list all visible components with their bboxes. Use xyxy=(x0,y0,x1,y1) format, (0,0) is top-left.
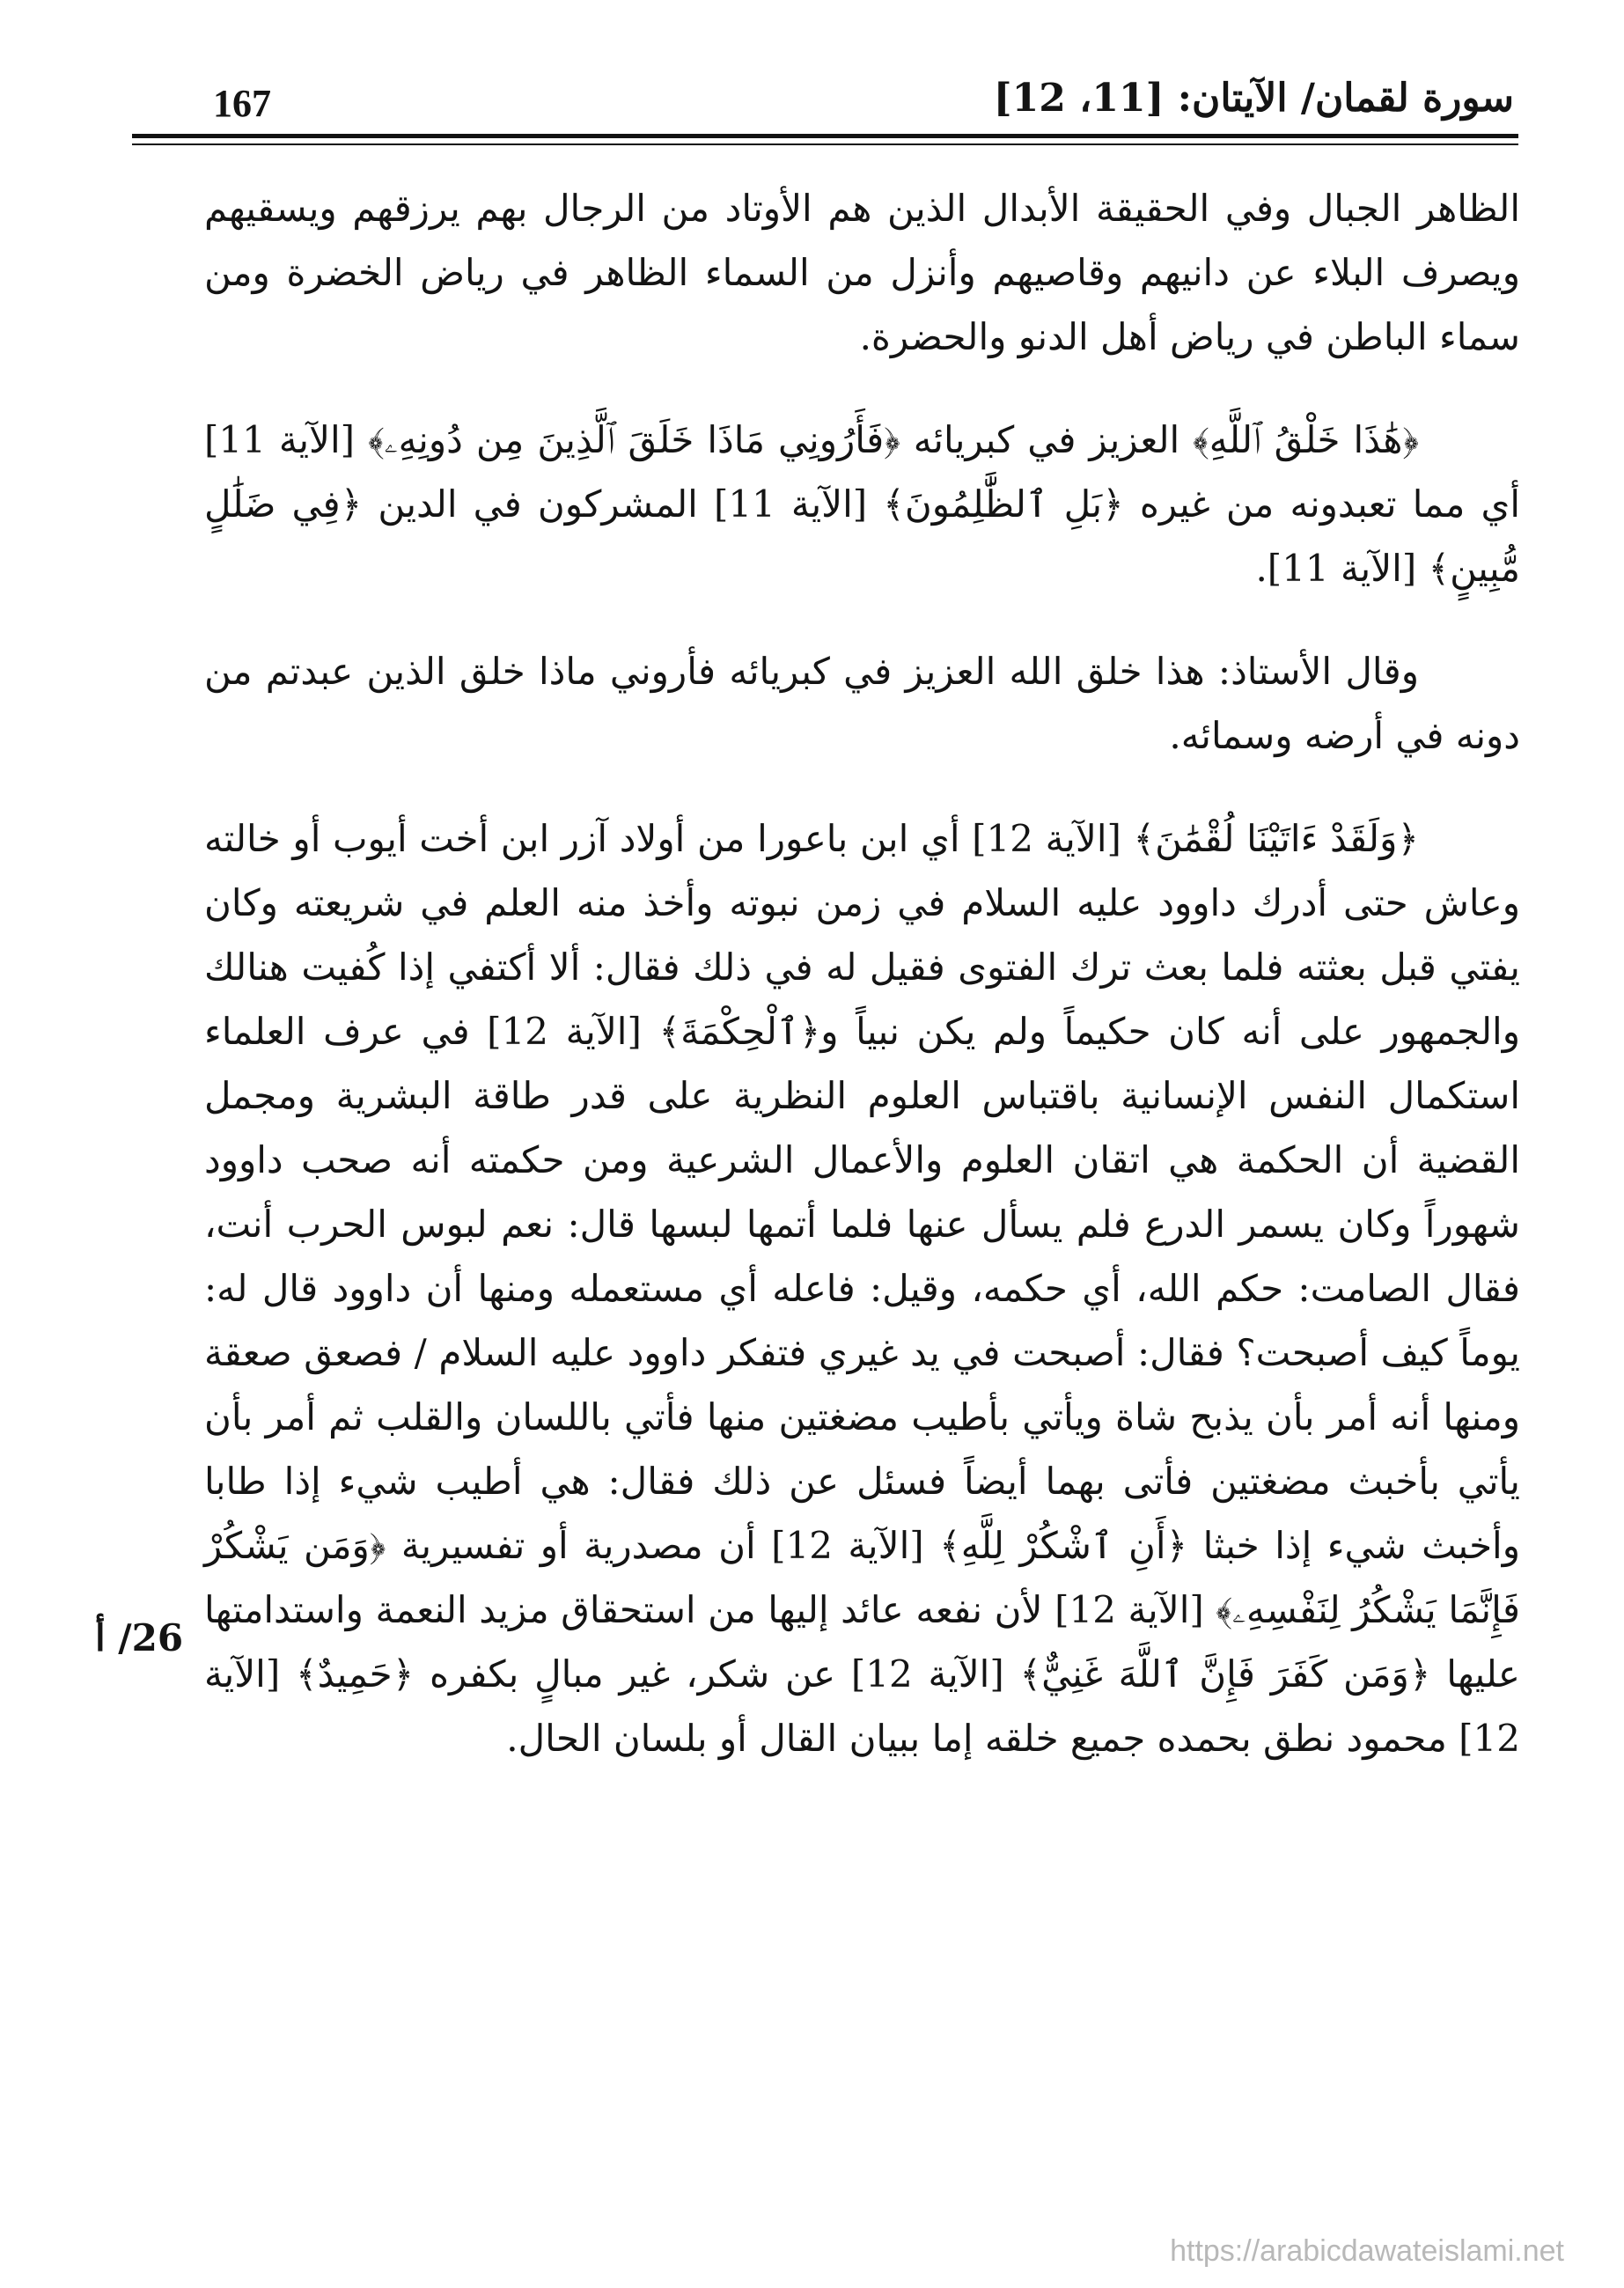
watermark-url: https://arabicdawateislami.net xyxy=(1170,2234,1564,2268)
page-header xyxy=(204,76,1514,130)
header-rule-thick xyxy=(132,134,1518,138)
body-text xyxy=(204,176,1520,1770)
manuscript-folio-note: 26/ أ xyxy=(95,1616,184,1659)
paragraph-1: الظاهر الجبال وفي الحقيقة الأبدال الذين هم الأوتاد من الرجال بهم يرزقهم ويسقيهم ويصرف البلاء عن دانيهم وقاصيهم وأنزل من السماء الظاهر في رياض الخضرة ومن سماء الباطن في رياض أهل الدنو والحضرة. xyxy=(204,187,1520,358)
running-title: سورة لقمان/ الآيتان: [11، 12] xyxy=(993,76,1514,121)
paragraph-4: ﴿وَلَقَدْ ءَاتَيْنَا لُقْمَٰنَ﴾ [الآية 12] أي ابن باعورا من أولاد آزر ابن أخت أيوب أو خالته وعاش حتى أدرك داوود عليه السلام في زمن نبوته وأخذ منه العلم في شريعته وكان يفتي قبل بعثته فلما بعث ترك الفتوى فقيل له في ذلك فقال: ألا أكتفي إذا كُفيت هنالك والجمهور على أنه كان حكيماً ولم يكن نبياً و﴿ٱلْحِكْمَةَ﴾ [الآية 12] في عرف العلماء استكمال النفس الإنسانية باقتباس العلوم النظرية على قدر طاقة البشرية ومجمل القضية أن الحكمة هي اتقان العلوم والأعمال الشرعية ومن حكمته أنه صحب داوود شهوراً وكان يسمر الدرع فلم يسأل عنها فلما أتمها لبسها قال: نعم لبوس الحرب أنت، فقال الصامت: حكم الله، أي حكمه، وقيل: فاعله أي مستعمله ومنها أن داوود قال له: يوماً كيف أصبحت؟ فقال: أصبحت في يد غيري فتفكر داوود عليه السلام / فصعق صعقة ومنها أنه أمر بأن يذبح شاة ويأتي بأطيب مضغتين منها فأتي باللسان والقلب ثم أمر بأن يأتي بأخبث مضغتين فأتى بهما أيضاً فسئل عن ذلك فقال: هي أطيب شيء إذا طابا وأخبث شيء إذا خبثا ﴿أَنِ ٱشْكُرْ لِلَّهِ﴾ [الآية 12] أن مصدرية أو تفسيرية ﴿وَمَن يَشْكُرْ فَإِنَّمَا يَشْكُرُ لِنَفْسِهِۦ﴾ [الآية 12] لأن نفعه عائد إليها من استحقاق مزيد النعمة واستدامتها عليها ﴿وَمَن كَفَرَ فَإِنَّ ٱللَّهَ غَنِيٌّ﴾ [الآية 12] عن شكر، غير مبالٍ بكفره ﴿حَمِيدٌ﴾ [الآية 12] محمود نطق بحمده جميع خلقه إما ببيان القال أو بلسان الحال. xyxy=(204,817,1520,1760)
header-rule-thin xyxy=(132,143,1518,145)
page-number: 167 xyxy=(213,82,271,125)
paragraph-3: وقال الأستاذ: هذا خلق الله العزيز في كبريائه فأروني ماذا خلق الذين عبدتم من دونه في أرضه وسمائه. xyxy=(204,650,1520,757)
paragraph-2: ﴿هَٰذَا خَلْقُ ٱللَّهِ﴾ العزيز في كبريائه ﴿فَأَرُونِي مَاذَا خَلَقَ ٱلَّذِينَ مِن دُونِهِۦ﴾ [الآية 11] أي مما تعبدونه من غيره ﴿بَلِ ٱلظَّٰلِمُونَ﴾ [الآية 11] المشركون في الدين ﴿فِي ضَلَٰلٍ مُّبِينٍ﴾ [الآية 11]. xyxy=(204,418,1520,590)
